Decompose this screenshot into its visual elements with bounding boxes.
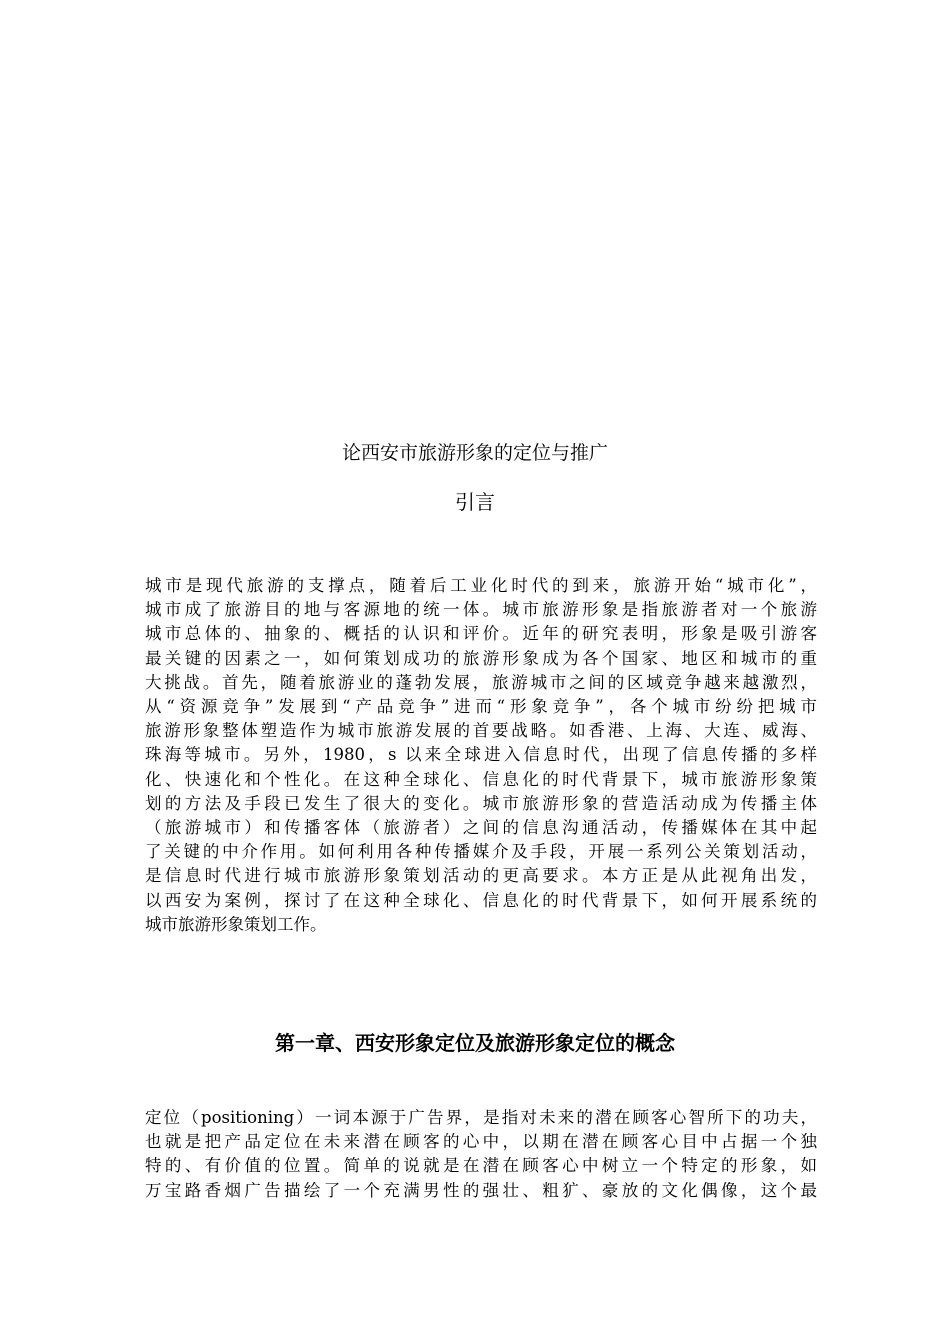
intro-line: 最关键的因素之一，如何策划成功的旅游形象成为各个国家、地区和城市的重 [145,648,817,668]
intro-line: 珠海等城市。另外，1980，s 以来全球进入信息时代，出现了信息传播的多样 [145,745,817,765]
intro-line: 化、快速化和个性化。在这种全球化、信息化的时代背景下，城市旅游形象策 [145,769,817,789]
intro-line: 城市成了旅游目的地与客源地的统一体。城市旅游形象是指旅游者对一个旅游 [145,600,817,620]
intro-line: 了关键的中介作用。如何利用各种传播媒介及手段，开展一系列公关策划活动， [145,842,817,862]
intro-line: 是信息时代进行城市旅游形象策划活动的更高要求。本方正是从此视角出发， [145,866,817,886]
intro-paragraph [145,574,817,937]
intro-line: 旅游形象整体塑造作为城市旅游发展的首要战略。如香港、上海、大连、威海、 [145,721,817,741]
intro-line: 以西安为案例，探讨了在这种全球化、信息化的时代背景下，如何开展系统的 [145,890,817,910]
intro-line: 城市是现代旅游的支撑点，随着后工业化时代的到来，旅游开始“城市化”， [145,576,817,595]
intro-heading: 引言 [455,490,495,514]
intro-line: 城市旅游形象策划工作。 [145,914,327,934]
intro-line: 从“资源竞争”发展到“产品竞争”进而“形象竞争”，各个城市纷纷把城市 [145,697,817,717]
intro-line: （旅游城市）和传播客体（旅游者）之间的信息沟通活动，传播媒体在其中起 [145,818,817,838]
document-title: 论西安市旅游形象的定位与推广 [341,442,608,464]
chapter-heading: 第一章、西安形象定位及旅游形象定位的概念 [275,1031,675,1055]
intro-line: 城市总体的、抽象的、概括的认识和评价。近年的研究表明，形象是吸引游客 [145,624,817,644]
intro-line: 大挑战。首先，随着旅游业的蓬勃发展，旅游城市之间的区域竞争越来越激烈， [145,672,817,692]
chapter-line: 特的、有价值的位置。简单的说就是在潜在顾客心中树立一个特定的形象，如 [145,1156,817,1176]
chapter-paragraph [145,1106,817,1203]
intro-line: 划的方法及手段已发生了很大的变化。城市旅游形象的营造活动成为传播主体 [145,793,817,813]
chapter-line: 定位（positioning）一词本源于广告界，是指对未来的潜在顾客心智所下的功夫， [145,1108,817,1127]
chapter-line: 万宝路香烟广告描绘了一个充满男性的强壮、粗犷、豪放的文化偶像，这个最 [145,1180,817,1200]
chapter-line: 也就是把产品定位在未来潜在顾客的心中，以期在潜在顾客心目中占据一个独 [145,1132,817,1152]
